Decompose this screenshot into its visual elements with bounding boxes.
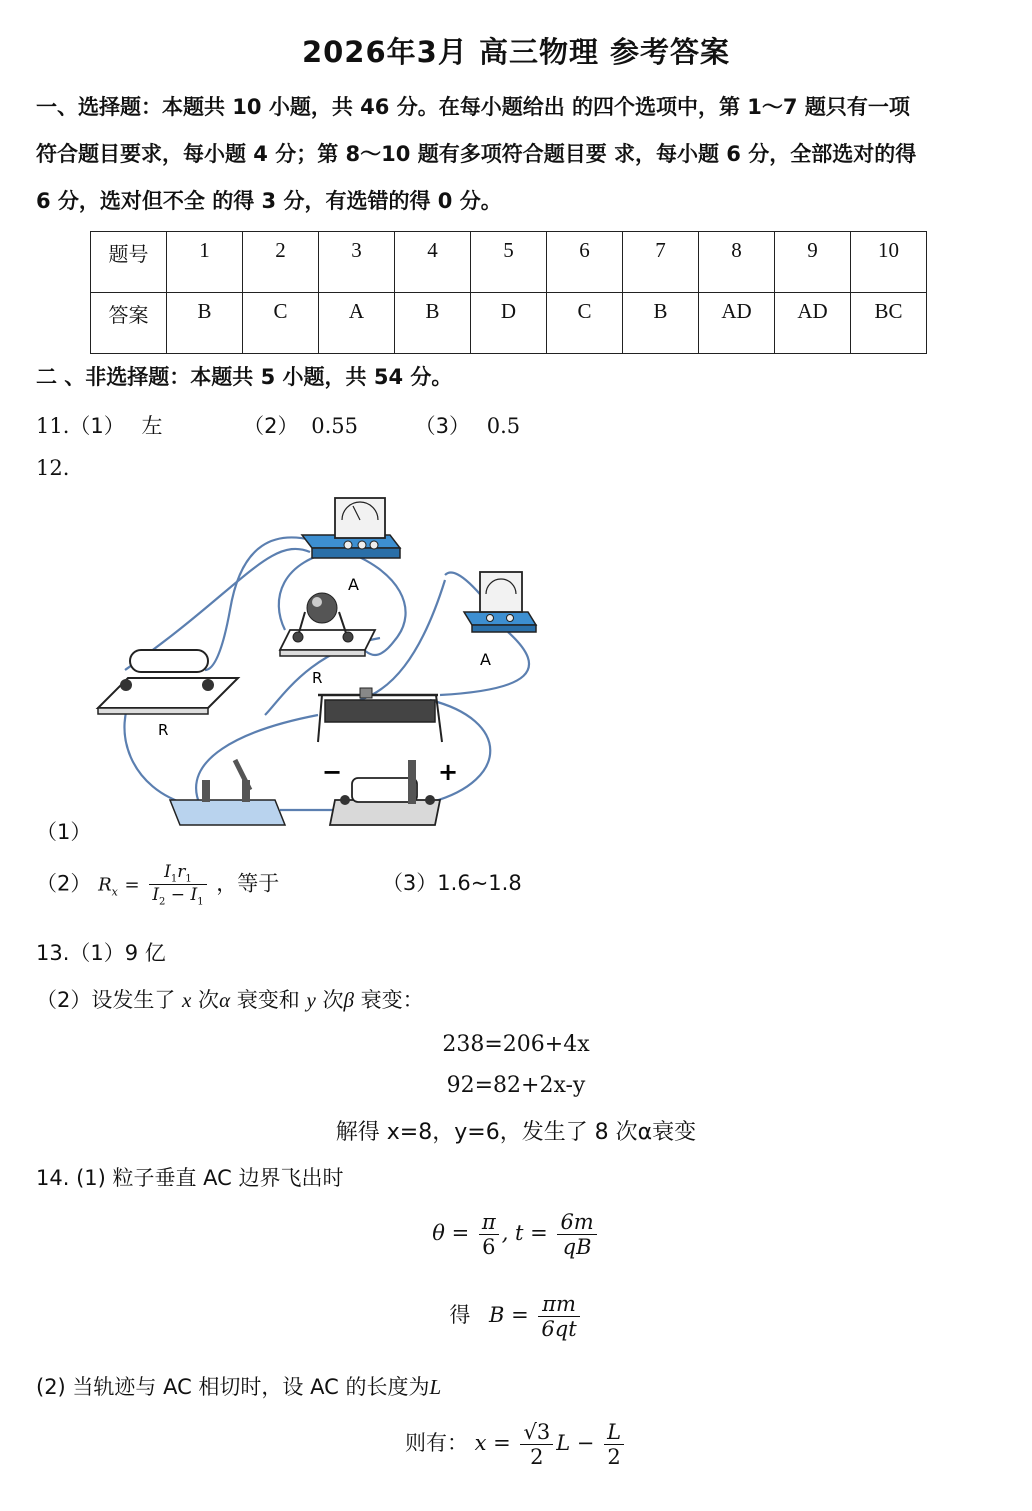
frac-six: 6 <box>482 1235 496 1259</box>
pim-over-6qt <box>538 1292 579 1341</box>
resistor-r-small <box>280 593 375 656</box>
q13-line1: 13.（1）9 亿 <box>36 941 166 965</box>
l-minus: L − <box>556 1431 602 1455</box>
table-cell: B <box>395 293 471 354</box>
table-cell: B <box>167 293 243 354</box>
zeyou-label: 则有： <box>404 1431 468 1455</box>
frac-pi: π <box>479 1210 499 1235</box>
section1-line3: 6 分，选对但不全 的得 3 分，有选错的得 0 分。 <box>36 189 502 213</box>
frac-6m: 6m <box>557 1210 596 1235</box>
q11-answer3: 0.5 <box>486 414 521 438</box>
q13-beta: β <box>343 988 354 1012</box>
frac-pim: πm <box>538 1292 579 1317</box>
table-row-answers <box>91 293 927 354</box>
table-cell: 4 <box>395 232 471 293</box>
frac-num-r-sub: 1 <box>185 873 192 885</box>
q11-answer2: 0.55 <box>311 414 358 438</box>
t-eq: , t = <box>501 1221 555 1245</box>
header-label: 题号 <box>91 232 167 293</box>
q11-number: 11. <box>36 414 70 438</box>
q11-line <box>36 410 520 440</box>
answer-table <box>90 231 927 354</box>
table-cell: 7 <box>623 232 699 293</box>
frac-num-i: I <box>164 862 171 882</box>
ammeter-right <box>464 572 536 632</box>
resistor-label-r2: R <box>158 721 169 739</box>
q13-alpha: α <box>219 988 231 1012</box>
table-cell: C <box>547 293 623 354</box>
de-label: 得 <box>449 1303 471 1327</box>
frac-sqrt3: √3 <box>520 1420 553 1445</box>
table-cell: 1 <box>167 232 243 293</box>
table-cell: C <box>243 293 319 354</box>
q11-part2-label: （2） <box>243 414 299 438</box>
circuit-diagram <box>90 490 570 835</box>
q14-equation2 <box>0 1292 1032 1341</box>
q12-number: 12. <box>36 456 70 480</box>
q12-part3: （3）1.6~1.8 <box>381 871 522 896</box>
frac-two: 2 <box>530 1445 544 1469</box>
section2-heading: 二 、非选择题：本题共 5 小题，共 54 分。 <box>36 365 453 389</box>
q14-line2 <box>36 1371 441 1401</box>
frac-num-i-sub: 1 <box>170 873 178 885</box>
switch <box>170 760 285 825</box>
q12-part2-label: （2） <box>36 871 92 896</box>
l-over-2 <box>604 1420 624 1469</box>
q13-line2-d: 次 <box>315 988 344 1012</box>
q13-equation2: 92=82+2x-y <box>446 1073 586 1098</box>
table-cell: 8 <box>699 232 775 293</box>
section1-line1: 一、选择题：本题共 10 小题，共 46 分。在每小题给出 的四个选项中，第 1～7 题只有一项 <box>36 95 910 119</box>
theta-symbol: θ <box>432 1221 445 1245</box>
pi-over-6 <box>479 1210 499 1259</box>
ammeter-label-a1: A <box>348 575 359 594</box>
q11-part1-label: （1） <box>69 414 125 438</box>
battery <box>330 760 440 825</box>
frac-qb: qB <box>562 1235 592 1259</box>
q13-line2-c: 衰变和 <box>230 988 307 1012</box>
answer-label: 答案 <box>91 293 167 354</box>
q13-y: y <box>306 988 316 1012</box>
sqrt3-over-2 <box>520 1420 553 1469</box>
table-cell: B <box>623 293 699 354</box>
q13-equation1: 238=206+4x <box>442 1032 590 1057</box>
rx-subscript: x <box>111 885 118 899</box>
section1-instructions <box>36 84 1006 225</box>
q12-part2-line: （2） $R_x$ = $\frac{I_1r_1}{I_2 - I_1}$ ，等于 （3）1.6~1.8 <box>36 862 522 908</box>
q14-equation1 <box>0 1210 1032 1259</box>
section1-line2: 符合题目要求，每小题 4 分；第 8～10 题有多项符合题目要 求，每小题 6 分，全部选对的得 <box>36 142 917 166</box>
q13-result: 解得 x=8，y=6，发生了 8 次α衰变 <box>335 1120 697 1145</box>
table-cell: 3 <box>319 232 395 293</box>
rheostat <box>318 688 442 742</box>
table-cell: BC <box>851 293 927 354</box>
table-row-numbers <box>91 232 927 293</box>
ammeter-top <box>302 498 400 558</box>
frac-l: L <box>604 1420 624 1445</box>
b-eq: B = <box>489 1303 536 1327</box>
eq-sign: = <box>444 1221 476 1245</box>
table-cell: D <box>471 293 547 354</box>
battery-plus-label: + <box>438 758 459 786</box>
q14-line2-text: (2) 当轨迹与 AC 相切时，设 AC 的长度为 <box>36 1375 430 1399</box>
q12-part1-label: （1） <box>36 820 92 844</box>
frac-den-minus: − <box>165 885 191 906</box>
ammeter-label-a2: A <box>480 650 491 669</box>
page-title: 2026年3月 高三物理 参考答案 <box>301 35 731 69</box>
table-cell: AD <box>775 293 851 354</box>
table-cell: 2 <box>243 232 319 293</box>
frac-num-r: r <box>177 862 186 882</box>
q14-line1: 14. (1) 粒子垂直 AC 边界飞出时 <box>36 1166 344 1190</box>
rx-fraction <box>149 862 206 908</box>
frac-den-i1: I <box>190 885 198 906</box>
rx-symbol: R <box>98 874 112 896</box>
q14-l: L <box>429 1375 442 1399</box>
q11-answer1: 左 <box>141 414 163 438</box>
battery-minus-label: − <box>322 758 343 786</box>
frac-den-i2-sub: 2 <box>159 896 166 908</box>
table-cell: 9 <box>775 232 851 293</box>
frac-den-i1-sub: 1 <box>197 896 204 908</box>
table-cell: A <box>319 293 395 354</box>
table-cell: 5 <box>471 232 547 293</box>
frac-6qt: 6qt <box>541 1317 577 1341</box>
table-cell: AD <box>699 293 775 354</box>
table-cell: 6 <box>547 232 623 293</box>
q11-part3-label: （3） <box>414 414 471 438</box>
6m-over-qb <box>557 1210 596 1259</box>
table-cell: 10 <box>851 232 927 293</box>
q14-equation3 <box>0 1420 1032 1469</box>
frac-den-i2: I <box>152 885 160 906</box>
q13-line2 <box>36 984 424 1014</box>
q13-line2-a: （2）设发生了 <box>36 988 183 1012</box>
q13-x: x <box>182 988 192 1012</box>
x-eq: x = <box>474 1431 518 1455</box>
resistor-label-r1: R <box>312 669 323 687</box>
frac-two2: 2 <box>607 1445 621 1469</box>
q13-line2-b: 次 <box>191 988 220 1012</box>
q13-line2-e: 衰变： <box>353 988 424 1012</box>
q12-part2-after: ，等于 <box>216 871 280 896</box>
